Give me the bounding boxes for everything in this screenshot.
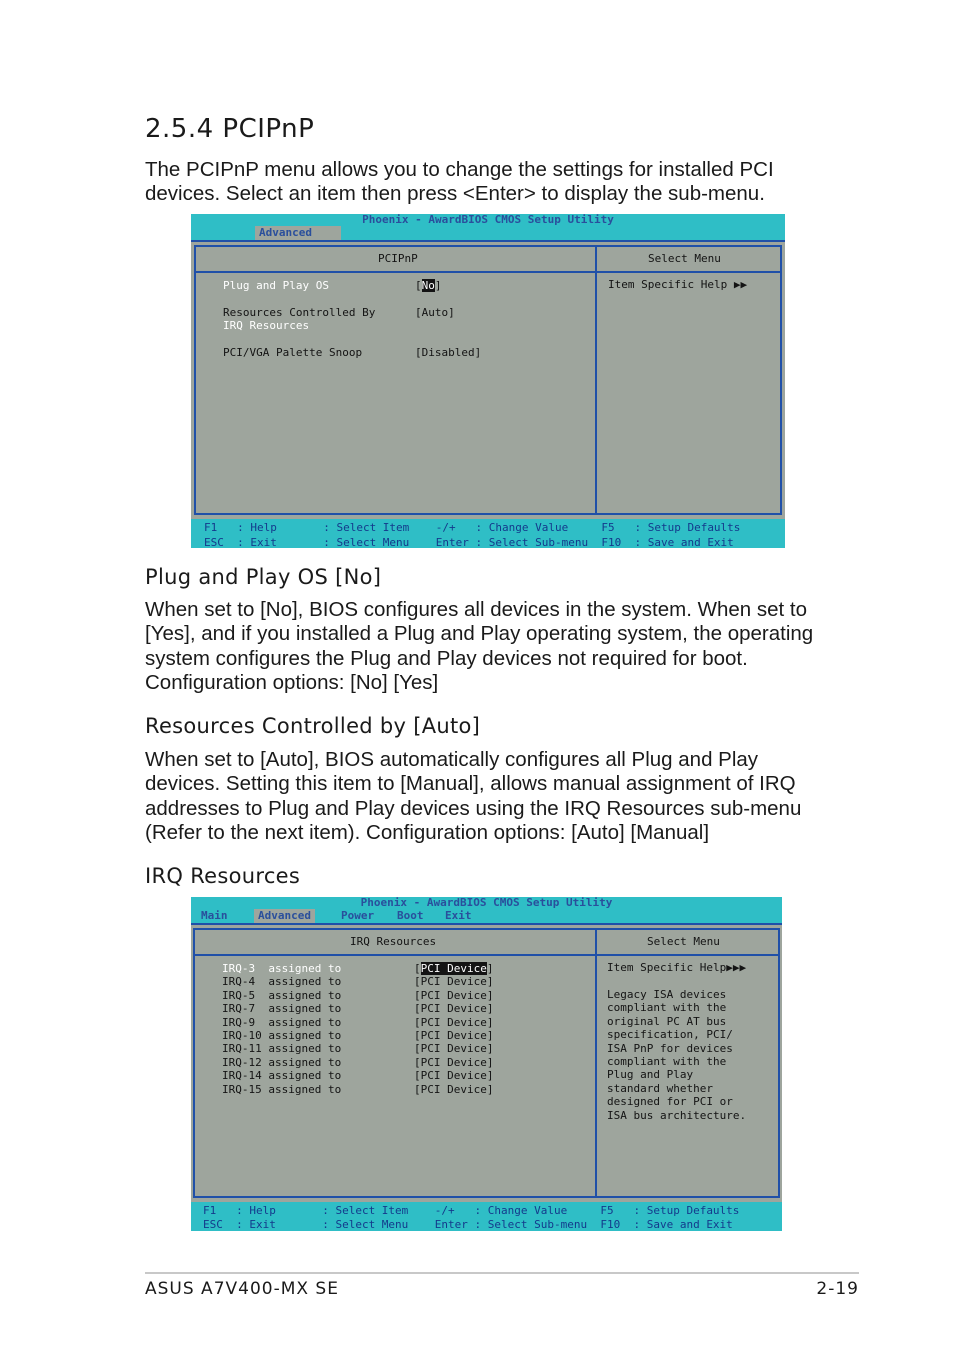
irq-label-11[interactable]: IRQ-11 assigned to [222, 1042, 342, 1055]
irq-value-11[interactable]: [PCI Device] [414, 1042, 494, 1055]
help-line: Plug and Play [607, 1068, 694, 1081]
bracket-open: [ [414, 962, 421, 975]
divider [597, 954, 778, 956]
irq-label-10[interactable]: IRQ-10 assigned to [222, 1029, 342, 1042]
help-line: specification, PCI/ [607, 1028, 733, 1041]
irq-value-10[interactable]: [PCI Device] [414, 1029, 494, 1042]
help-line: Item Specific Help▶▶▶ [607, 961, 747, 974]
bios-footer [191, 519, 785, 548]
paragraph-line: devices. Setting this item to [Manual], allows manual assignment of IRQ [145, 772, 796, 796]
help-line: standard whether [607, 1082, 713, 1095]
section-heading: 2.5.4 PCIPnP [145, 114, 315, 144]
irq-value-7[interactable]: [PCI Device] [414, 1002, 494, 1015]
selected-value[interactable]: No [421, 279, 435, 292]
paragraph-line: (Refer to the next item). Configuration options: [Auto] [Manual] [145, 820, 710, 844]
irq-label-12[interactable]: IRQ-12 assigned to [222, 1056, 342, 1069]
footer-product-name: ASUS A7V400-MX SE [145, 1279, 339, 1299]
help-line: original PC AT bus [607, 1015, 727, 1028]
help-line: ISA PnP for devices [607, 1042, 733, 1055]
intro-line: The PCIPnP menu allows you to change the settings for installed PCI [145, 158, 774, 181]
bios-title: Phoenix - AwardBIOS CMOS Setup Utility [191, 214, 785, 226]
panel-title: PCIPnP [378, 252, 418, 265]
irq-label-9[interactable]: IRQ-9 assigned to [222, 1016, 342, 1029]
help-line: Item Specific Help ▶▶ [608, 278, 748, 291]
divider [196, 271, 595, 273]
menu-advanced[interactable]: Advanced [255, 226, 341, 240]
help-line: designed for PCI or [607, 1095, 733, 1108]
irq-value-12[interactable]: [PCI Device] [414, 1056, 494, 1069]
irq-value-3[interactable] [414, 962, 493, 975]
setting-value-palette-snoop[interactable]: [Disabled] [415, 346, 482, 359]
divider [195, 954, 595, 956]
help-title: Select Menu [648, 252, 721, 265]
help-title: Select Menu [647, 935, 720, 948]
irq-label-5[interactable]: IRQ-5 assigned to [222, 989, 342, 1002]
footer-line: F1 : Help : Select Item -/+ : Change Value F5 : Setup Defaults [204, 521, 741, 534]
help-line: Legacy ISA devices [607, 988, 727, 1001]
divider [191, 240, 785, 242]
bios-footer [191, 1202, 782, 1231]
paragraph-line: When set to [No], BIOS configures all devices in the system. When set to [145, 598, 807, 621]
irq-label-7[interactable]: IRQ-7 assigned to [222, 1002, 342, 1015]
bracket-close: ] [434, 279, 442, 292]
bracket-close: ] [486, 962, 494, 975]
submenu-irq-resources[interactable]: IRQ Resources [223, 319, 310, 332]
paragraph-line: addresses to Plug and Play devices using the IRQ Resources sub-menu [145, 796, 802, 820]
bios-title: Phoenix - AwardBIOS CMOS Setup Utility [191, 897, 782, 909]
divider [191, 923, 782, 925]
irq-value-14[interactable]: [PCI Device] [414, 1069, 494, 1082]
setting-label-resources[interactable]: Resources Controlled By [223, 306, 376, 319]
bios-screen-irq-resources [191, 897, 782, 1231]
menu-main[interactable]: Main [201, 909, 228, 922]
menu-exit[interactable]: Exit [445, 909, 472, 922]
bios-screen-pcipnp [191, 214, 785, 548]
setting-value-plug-and-play-os[interactable] [415, 279, 442, 292]
divider [597, 271, 780, 273]
irq-value-15[interactable]: [PCI Device] [414, 1083, 494, 1096]
heading-resources-controlled-by: Resources Controlled by [Auto] [145, 714, 481, 738]
bios-menubar [191, 226, 785, 240]
irq-label-15[interactable]: IRQ-15 assigned to [222, 1083, 342, 1096]
irq-label-14[interactable]: IRQ-14 assigned to [222, 1069, 342, 1082]
paragraph-line: [Yes], and if you installed a Plug and Play operating system, the operating [145, 622, 814, 646]
footer-rule [145, 1272, 859, 1274]
irq-value-4[interactable]: [PCI Device] [414, 975, 494, 988]
heading-plug-and-play-os: Plug and Play OS [No] [145, 565, 382, 589]
intro-line: devices. Select an item then press <Enter> to display the sub-menu. [145, 182, 765, 206]
irq-label-3[interactable]: IRQ-3 assigned to [222, 962, 342, 975]
intro-paragraph [145, 158, 815, 207]
help-line: compliant with the [607, 1001, 727, 1014]
footer-line: ESC : Exit : Select Menu Enter : Select Sub-menu F10 : Save and Exit [203, 1218, 733, 1231]
help-line: compliant with the [607, 1055, 727, 1068]
paragraph-plug-and-play-os [145, 598, 815, 695]
help-line: ISA bus architecture. [607, 1109, 747, 1122]
setting-label-plug-and-play-os[interactable]: Plug and Play OS [223, 279, 329, 292]
footer-page-number: 2-19 [816, 1279, 859, 1299]
irq-label-4[interactable]: IRQ-4 assigned to [222, 975, 342, 988]
paragraph-line: Configuration options: [No] [Yes] [145, 670, 439, 694]
heading-irq-resources: IRQ Resources [145, 864, 301, 888]
footer-line: ESC : Exit : Select Menu Enter : Select Sub-menu F10 : Save and Exit [204, 536, 734, 549]
panel-title: IRQ Resources [350, 935, 437, 948]
setting-label-palette-snoop[interactable]: PCI/VGA Palette Snoop [223, 346, 363, 359]
bracket-open: [ [415, 279, 422, 292]
menu-power[interactable]: Power [341, 909, 375, 922]
irq-value-9[interactable]: [PCI Device] [414, 1016, 494, 1029]
setting-value-resources[interactable]: [Auto] [415, 306, 455, 319]
paragraph-line: system configures the Plug and Play devices not required for boot. [145, 646, 748, 670]
irq-value-5[interactable]: [PCI Device] [414, 989, 494, 1002]
paragraph-line: When set to [Auto], BIOS automatically configures all Plug and Play [145, 748, 759, 771]
menu-boot[interactable]: Boot [397, 909, 424, 922]
paragraph-resources-controlled-by [145, 748, 815, 845]
selected-value[interactable]: PCI Device [420, 962, 487, 975]
footer-line: F1 : Help : Select Item -/+ : Change Value F5 : Setup Defaults [203, 1204, 740, 1217]
menu-advanced[interactable]: Advanced [254, 909, 315, 923]
bios-menubar [191, 909, 782, 923]
